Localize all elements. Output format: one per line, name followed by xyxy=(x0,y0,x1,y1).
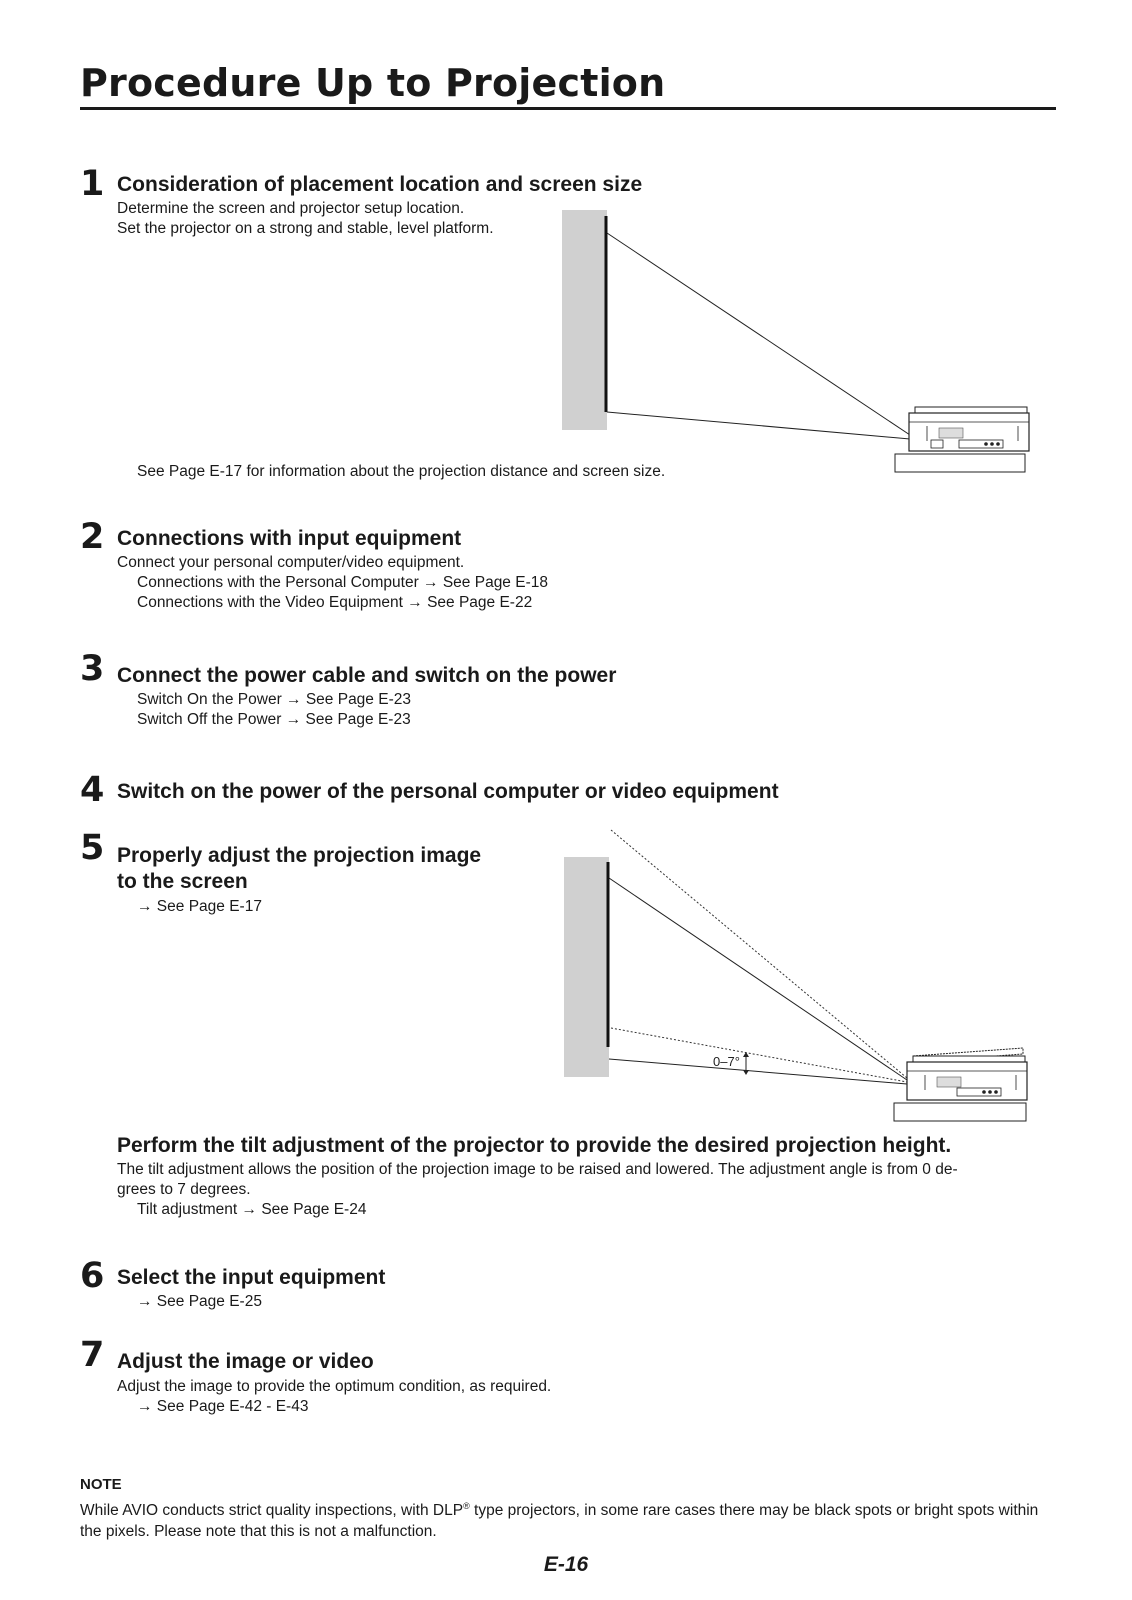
step-1-heading: Consideration of placement location and screen size xyxy=(117,173,643,196)
platform xyxy=(895,454,1025,472)
step-1-line-1: Determine the screen and projector setup location. xyxy=(117,200,465,217)
step-1-text xyxy=(117,199,494,239)
step-2-text xyxy=(117,553,548,613)
step-6-heading: Select the input equipment xyxy=(117,1266,386,1289)
step-5-ref-1: → See Page E-17 xyxy=(137,898,262,915)
step-5-sub-text xyxy=(117,1160,1037,1220)
step-5-sub-line-2: grees to 7 degrees. xyxy=(117,1181,251,1198)
step-2-ref-1: Connections with the Personal Computer → See Page E-18 xyxy=(137,574,548,591)
projection-line-top xyxy=(609,878,907,1080)
tilted-line-bottom xyxy=(611,1028,907,1082)
step-4-heading: Switch on the power of the personal computer or video equipment xyxy=(117,780,779,803)
step-5-text xyxy=(117,897,262,917)
note-text-start: While AVIO conducts strict quality inspections, with DLP xyxy=(80,1502,464,1520)
step-1-line-2: Set the projector on a strong and stable, level platform. xyxy=(117,220,494,237)
step-2-heading: Connections with input equipment xyxy=(117,527,462,550)
tilt-diagram xyxy=(555,822,1045,1132)
step-5-sub-ref-1: Tilt adjustment → See Page E-24 xyxy=(137,1201,367,1218)
step-5-heading xyxy=(117,843,537,896)
tilted-line-top xyxy=(611,830,907,1078)
projection-line-top xyxy=(607,233,910,435)
step-6-number: 6 xyxy=(80,1256,105,1296)
step-4-number: 4 xyxy=(80,770,105,810)
projection-line-bottom xyxy=(607,412,910,439)
step-7-ref-1: → See Page E-42 - E-43 xyxy=(137,1398,309,1415)
step-1-number: 1 xyxy=(80,164,105,204)
projection-line-bottom xyxy=(609,1059,907,1084)
step-3-text xyxy=(117,690,411,730)
step-6-ref-1: → See Page E-25 xyxy=(137,1293,262,1310)
step-3-ref-2: Switch Off the Power → See Page E-23 xyxy=(137,711,411,728)
note-text-end: type projectors, in some rare cases there may be black spots or bright spots within the pixels. Please note that this is not a malfunction. xyxy=(80,1502,1039,1541)
step-2-number: 2 xyxy=(80,517,105,557)
step-7-heading: Adjust the image or video xyxy=(117,1350,374,1373)
projector-icon xyxy=(909,407,1029,451)
step-2-line-1: Connect your personal computer/video equipment. xyxy=(117,554,465,571)
step-5-heading-line-1: Properly adjust the projection image xyxy=(117,844,482,867)
step-3-number: 3 xyxy=(80,649,105,689)
step-3-heading: Connect the power cable and switch on the power xyxy=(117,664,617,687)
note-text xyxy=(80,1496,1056,1542)
step-7-text xyxy=(117,1377,551,1417)
wall xyxy=(562,210,607,430)
step-1-see-also: See Page E-17 for information about the projection distance and screen size. xyxy=(137,463,666,480)
step-5-heading-line-2: to the screen xyxy=(117,870,248,894)
tilt-angle-label: 0–7° xyxy=(713,1054,740,1069)
step-7-line-1: Adjust the image to provide the optimum condition, as required. xyxy=(117,1378,552,1395)
wall xyxy=(564,857,609,1077)
page-number: E-16 xyxy=(543,1553,589,1576)
title-rule xyxy=(80,107,1056,110)
step-5-number: 5 xyxy=(80,828,105,868)
registered-mark: ® xyxy=(463,1501,470,1511)
page-title: Procedure Up to Projection xyxy=(80,61,666,105)
step-5-sub-line-1: The tilt adjustment allows the position of the projection image to be raised and lowered. The adjustment angle is from 0 de- xyxy=(117,1161,958,1178)
note-label: NOTE xyxy=(80,1476,122,1493)
step-2-ref-2: Connections with the Video Equipment → See Page E-22 xyxy=(137,594,533,611)
projector-icon xyxy=(907,1048,1027,1100)
step-3-ref-1: Switch On the Power → See Page E-23 xyxy=(137,691,411,708)
platform xyxy=(894,1103,1026,1121)
placement-diagram xyxy=(555,200,1045,490)
step-7-number: 7 xyxy=(80,1335,105,1375)
step-6-text xyxy=(117,1292,262,1312)
step-5-sub-heading: Perform the tilt adjustment of the projector to provide the desired projection height. xyxy=(117,1134,952,1157)
